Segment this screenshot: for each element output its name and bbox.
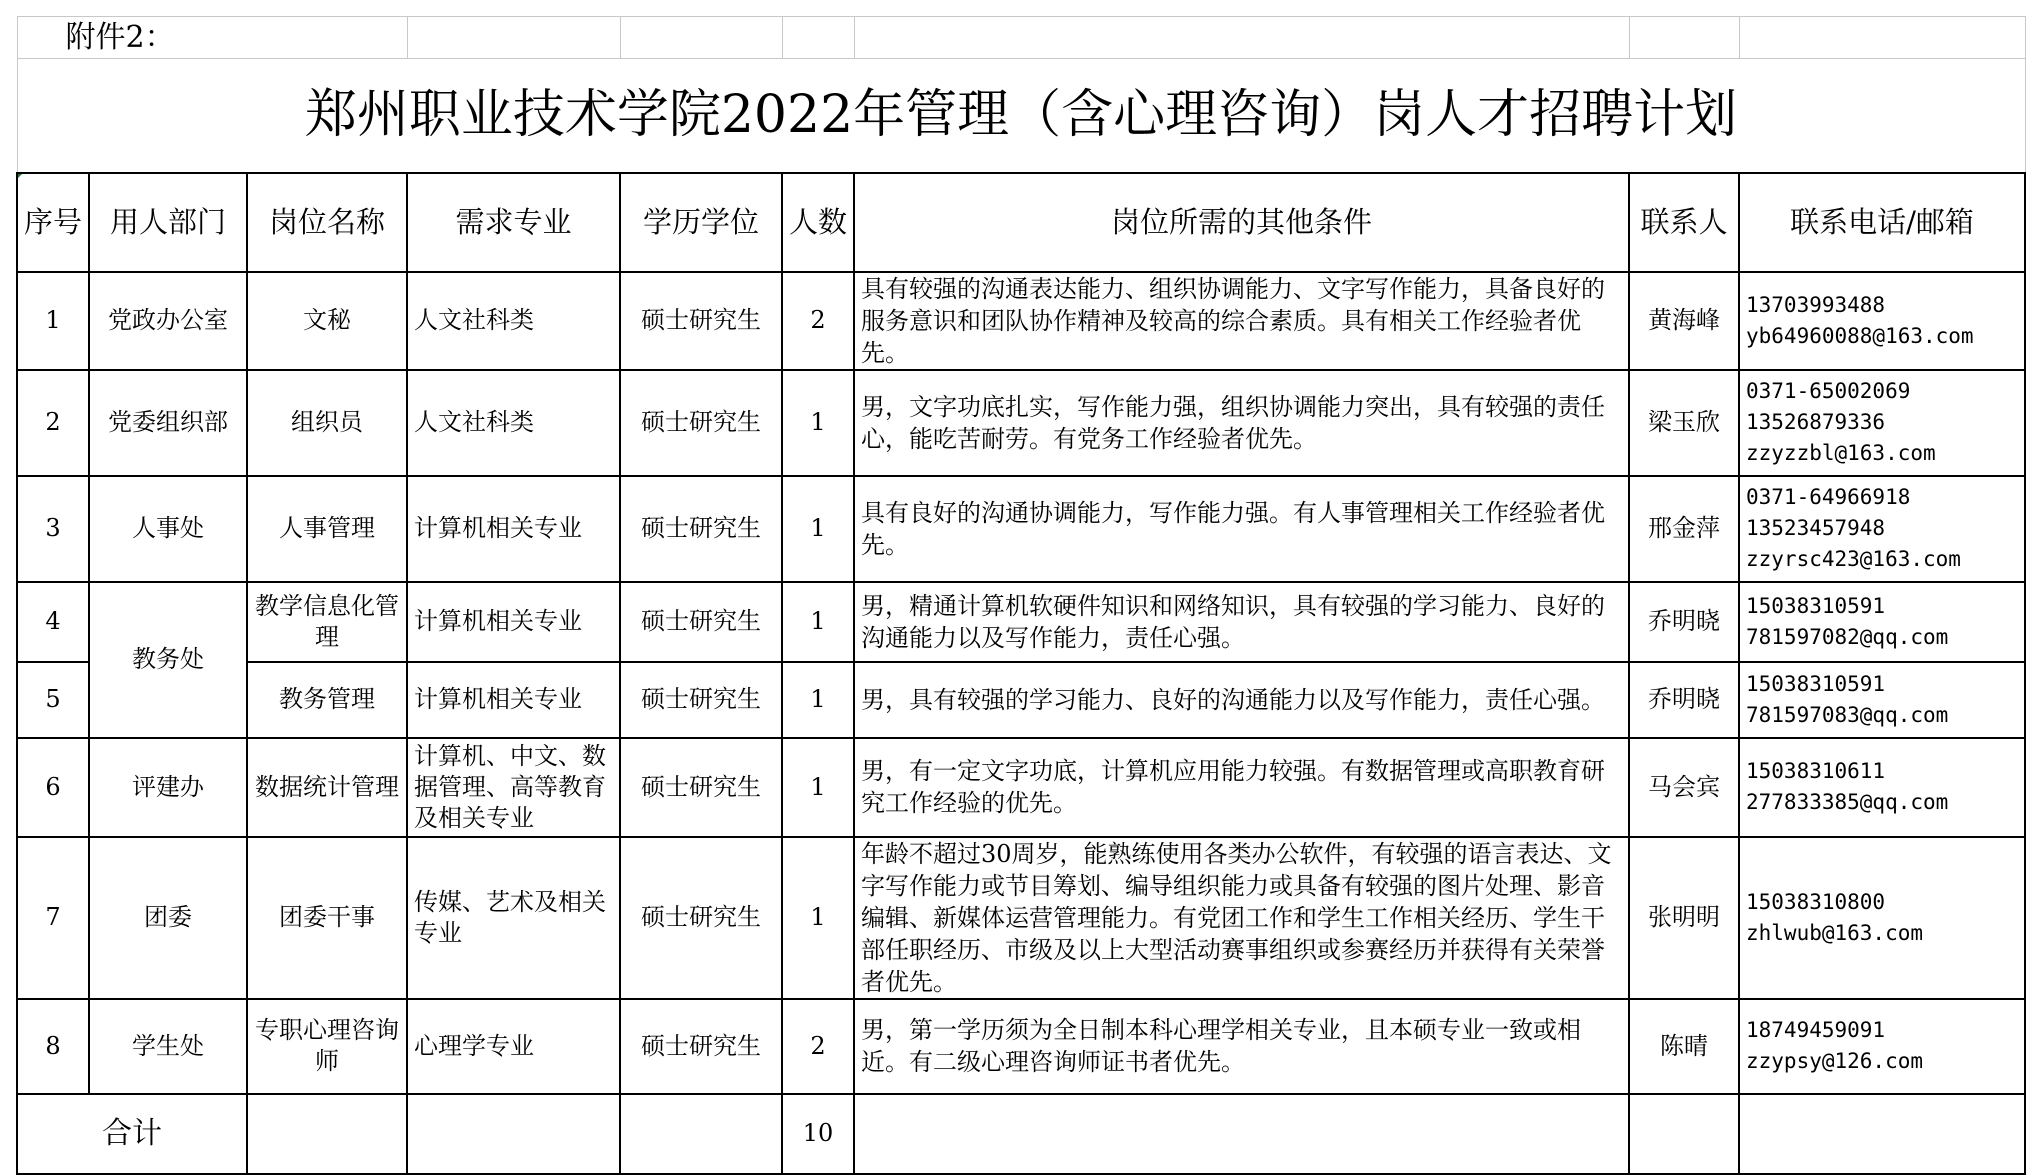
cell-department: 学生处: [89, 999, 247, 1094]
empty-cell: [407, 17, 620, 59]
cell-count: 2: [782, 272, 854, 370]
cell-position: 人事管理: [247, 476, 407, 582]
header-major: 需求专业: [407, 173, 620, 272]
header-row: [17, 173, 2025, 272]
cell-no: 6: [17, 738, 89, 837]
header-position: 岗位名称: [247, 173, 407, 272]
cell-major: 计算机相关专业: [407, 582, 620, 662]
cell-conditions: 年龄不超过30周岁，能熟练使用各类办公软件，有较强的语言表达、文字写作能力或节目筹划、编导组织能力或具备有较强的图片处理、影音编辑、新媒体运营管理能力。有党团工作和学生工作相关经历、学生干部任职经历、市级及以上大型活动赛事组织或参赛经历并获得有关荣誉者优先。: [854, 837, 1629, 999]
header-phone-email: 联系电话/邮箱: [1739, 173, 2025, 272]
cell-major: 计算机相关专业: [407, 662, 620, 738]
header-department: 用人部门: [89, 173, 247, 272]
cell-contact: 陈晴: [1629, 999, 1739, 1094]
cell-department: 党委组织部: [89, 370, 247, 476]
cell-conditions: 男，有一定文字功底，计算机应用能力较强。有数据管理或高职教育研究工作经验的优先。: [854, 738, 1629, 837]
cell-degree: 硕士研究生: [620, 999, 782, 1094]
cell-count: 1: [782, 662, 854, 738]
cell-position: 教学信息化管理: [247, 582, 407, 662]
cell-count: 1: [782, 476, 854, 582]
header-contact: 联系人: [1629, 173, 1739, 272]
cell-phone-email: 13703993488 yb64960088@163.com: [1739, 272, 2025, 370]
cell-department: 人事处: [89, 476, 247, 582]
cell-degree: 硕士研究生: [620, 662, 782, 738]
cell-count: 1: [782, 837, 854, 999]
table-row: [17, 662, 2025, 738]
cell-count: 1: [782, 738, 854, 837]
table-row: [17, 999, 2025, 1094]
cell-no: 7: [17, 837, 89, 999]
table-row: [17, 738, 2025, 837]
cell-position: 专职心理咨询师: [247, 999, 407, 1094]
cell-contact: 梁玉欣: [1629, 370, 1739, 476]
cell-degree: 硕士研究生: [620, 370, 782, 476]
cell-position: 团委干事: [247, 837, 407, 999]
cell-phone-email: 0371-64966918 13523457948 zzyrsc423@163.com: [1739, 476, 2025, 582]
cell-contact: 张明明: [1629, 837, 1739, 999]
cell-degree: 硕士研究生: [620, 582, 782, 662]
cell-major: 传媒、艺术及相关专业: [407, 837, 620, 999]
cell-contact: 黄海峰: [1629, 272, 1739, 370]
cell-degree: 硕士研究生: [620, 837, 782, 999]
cell-no: 2: [17, 370, 89, 476]
table-row: [17, 272, 2025, 370]
cell-position: 教务管理: [247, 662, 407, 738]
empty-cell: [620, 17, 782, 59]
cell-degree: 硕士研究生: [620, 272, 782, 370]
cell-count: 1: [782, 370, 854, 476]
cell-phone-email: 15038310611 277833385@qq.com: [1739, 738, 2025, 837]
empty-cell: [1629, 17, 1739, 59]
cell-position: 数据统计管理: [247, 738, 407, 837]
cell-major: 计算机相关专业: [407, 476, 620, 582]
table-row: [17, 476, 2025, 582]
total-label: 合计: [17, 1094, 247, 1174]
cell-position: 文秘: [247, 272, 407, 370]
header-no: 序号: [17, 173, 89, 272]
cell-contact: 乔明晓: [1629, 662, 1739, 738]
cell-conditions: 男，文字功底扎实，写作能力强，组织协调能力突出，具有较强的责任心，能吃苦耐劳。有党务工作经验者优先。: [854, 370, 1629, 476]
cell-phone-email: 15038310591 781597083@qq.com: [1739, 662, 2025, 738]
header-degree: 学历学位: [620, 173, 782, 272]
cell-department: 团委: [89, 837, 247, 999]
cell-no: 3: [17, 476, 89, 582]
cell-no: 8: [17, 999, 89, 1094]
empty-cell: [1739, 17, 2025, 59]
cell-conditions: 男，第一学历须为全日制本科心理学相关专业，且本硕专业一致或相近。有二级心理咨询师证书者优先。: [854, 999, 1629, 1094]
cell-phone-email: 15038310591 781597082@qq.com: [1739, 582, 2025, 662]
cell-department: 评建办: [89, 738, 247, 837]
cell-contact: 邢金萍: [1629, 476, 1739, 582]
header-conditions: 岗位所需的其他条件: [854, 173, 1629, 272]
recruitment-table: [16, 16, 2026, 1175]
cell-count: 2: [782, 999, 854, 1094]
cell-count: 1: [782, 582, 854, 662]
cell-phone-email: 15038310800 zhlwub@163.com: [1739, 837, 2025, 999]
cell-major: 计算机、中文、数据管理、高等教育及相关专业: [407, 738, 620, 837]
cell-major: 人文社科类: [407, 272, 620, 370]
cell-conditions: 具有良好的沟通协调能力，写作能力强。有人事管理相关工作经验者优先。: [854, 476, 1629, 582]
cell-department: 教务处: [89, 582, 247, 738]
page-title: 郑州职业技术学院2022年管理（含心理咨询）岗人才招聘计划: [17, 59, 2025, 173]
cell-contact: 乔明晓: [1629, 582, 1739, 662]
table-row: [17, 837, 2025, 999]
cell-contact: 马会宾: [1629, 738, 1739, 837]
empty-cell: [854, 17, 1629, 59]
cell-major: 心理学专业: [407, 999, 620, 1094]
cell-no: 5: [17, 662, 89, 738]
cell-phone-email: 0371-65002069 13526879336 zzyzzbl@163.com: [1739, 370, 2025, 476]
cell-no: 1: [17, 272, 89, 370]
cell-department: 党政办公室: [89, 272, 247, 370]
table-row: [17, 370, 2025, 476]
cell-position: 组织员: [247, 370, 407, 476]
cell-conditions: 具有较强的沟通表达能力、组织协调能力、文字写作能力，具备良好的服务意识和团队协作精神及较高的综合素质。具有相关工作经验者优先。: [854, 272, 1629, 370]
cell-degree: 硕士研究生: [620, 738, 782, 837]
annex-label: 附件2：: [17, 17, 407, 59]
cell-no: 4: [17, 582, 89, 662]
cell-phone-email: 18749459091 zzypsy@126.com: [1739, 999, 2025, 1094]
empty-cell: [782, 17, 854, 59]
cell-conditions: 男，精通计算机软硬件知识和网络知识，具有较强的学习能力、良好的沟通能力以及写作能力，责任心强。: [854, 582, 1629, 662]
table-row: [17, 582, 2025, 662]
cell-major: 人文社科类: [407, 370, 620, 476]
total-count: 10: [782, 1094, 854, 1174]
header-count: 人数: [782, 173, 854, 272]
cell-degree: 硕士研究生: [620, 476, 782, 582]
cell-conditions: 男，具有较强的学习能力、良好的沟通能力以及写作能力，责任心强。: [854, 662, 1629, 738]
